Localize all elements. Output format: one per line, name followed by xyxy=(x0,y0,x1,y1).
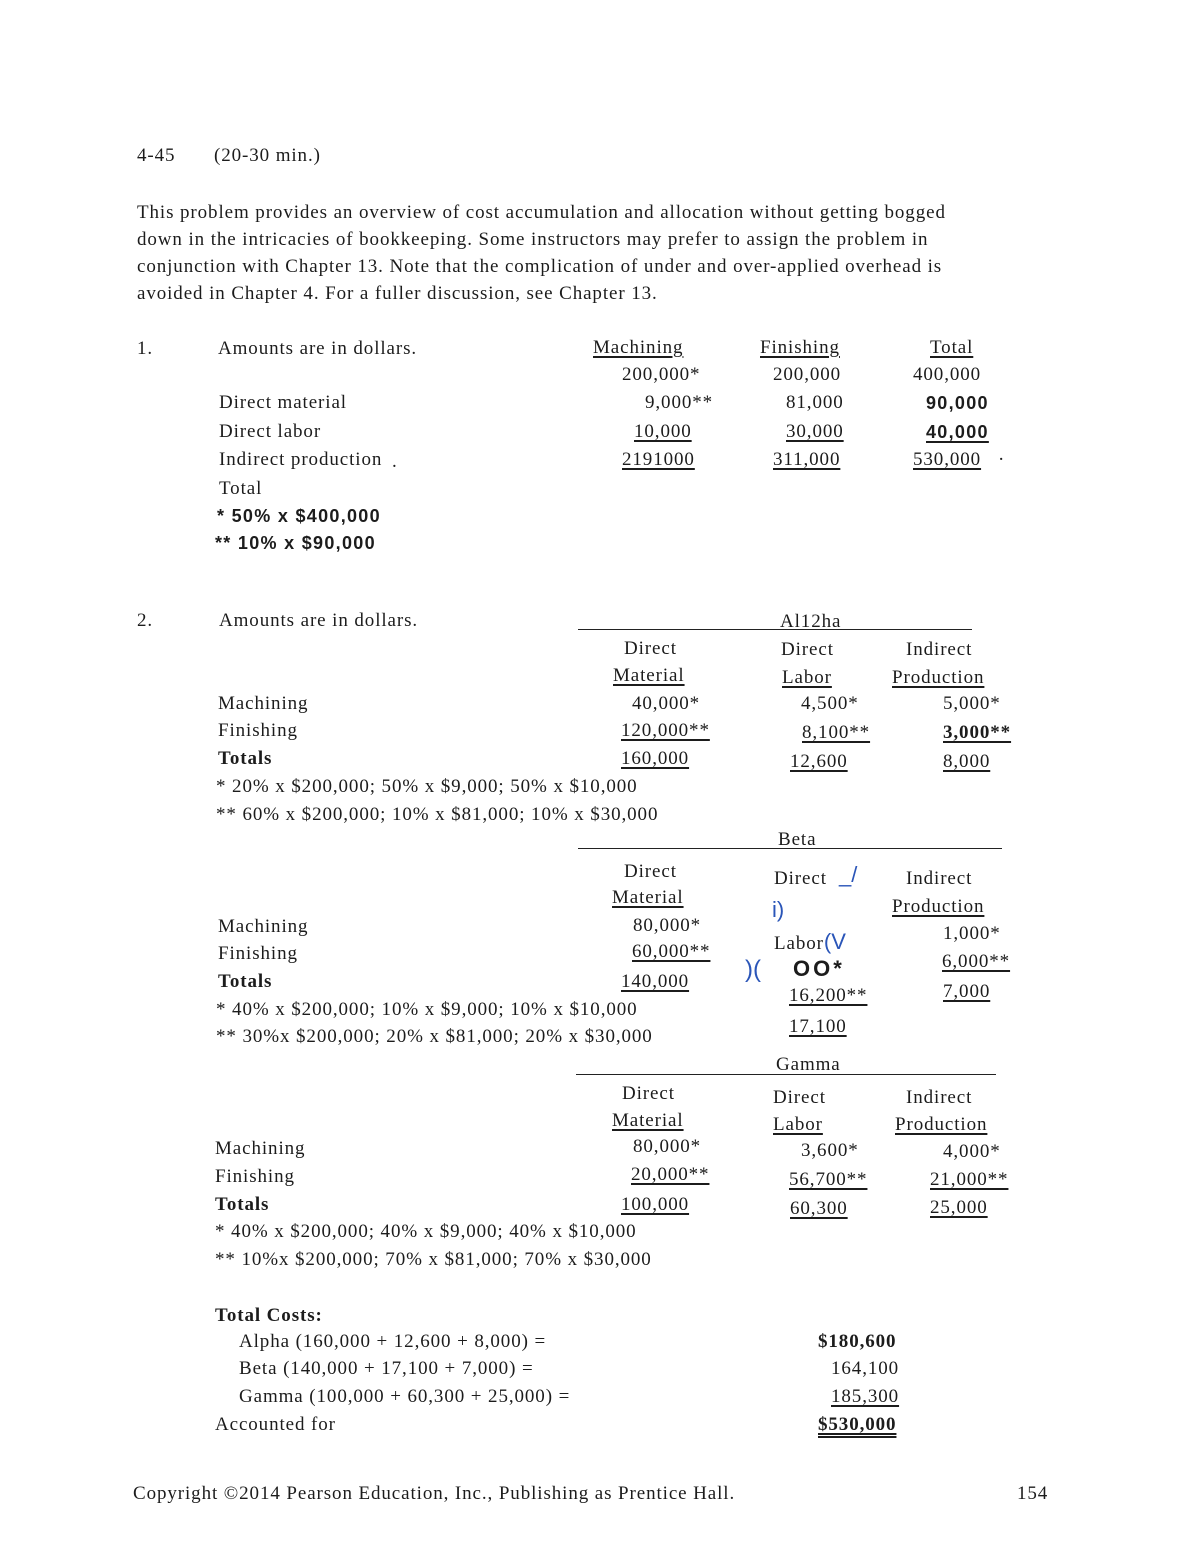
labor-value: 12,600 xyxy=(790,751,848,772)
indirect-value: 4,000* xyxy=(943,1141,1001,1162)
header-indirect: Indirect xyxy=(906,868,973,889)
row-label-machining: Machining xyxy=(215,1138,306,1159)
row-label-totals: Totals xyxy=(218,748,273,769)
labor-value: 16,200** xyxy=(789,985,868,1006)
indirect-value: 1,000* xyxy=(943,923,1001,944)
footnote: ** 30%x $200,000; 20% x $81,000; 20% x $30,000 xyxy=(216,1026,653,1047)
header-production: Production xyxy=(892,896,985,917)
alpha-title: Al12ha xyxy=(780,611,842,632)
header-labor: Labor xyxy=(773,1114,823,1135)
material-value: 40,000* xyxy=(632,693,701,714)
beta-labor-header xyxy=(774,931,846,955)
header-direct: Direct xyxy=(781,639,834,660)
footnote: ** 60% x $200,000; 10% x $81,000; 10% x $30,000 xyxy=(216,804,659,825)
footnote: * 20% x $200,000; 50% x $9,000; 50% x $10,000 xyxy=(216,776,638,797)
indirect-value: 25,000 xyxy=(930,1197,988,1218)
footnote: * 40% x $200,000; 40% x $9,000; 40% x $10,000 xyxy=(215,1221,637,1242)
row-label-machining: Machining xyxy=(218,693,309,714)
row-label-direct-material: Direct material xyxy=(219,392,347,413)
header-indirect: Indirect xyxy=(906,1087,973,1108)
labor-value: 56,700** xyxy=(789,1169,868,1190)
labor-value: 8,100** xyxy=(802,722,871,743)
material-value: 80,000* xyxy=(633,1136,702,1157)
part2-number: 2. xyxy=(137,610,154,631)
header-labor: Labor xyxy=(782,667,832,688)
material-value: 80,000* xyxy=(633,915,702,936)
beta-title: Beta xyxy=(778,829,817,850)
header-direct: Direct xyxy=(624,861,677,882)
row-label-total: Total xyxy=(219,478,263,499)
material-value: 160,000 xyxy=(621,748,690,769)
row-value: 2191000 xyxy=(622,449,695,470)
total-cost-line-beta: Beta (140,000 + 17,100 + 7,000) = xyxy=(239,1358,534,1379)
header-production: Production xyxy=(895,1114,988,1135)
total-cost-line-alpha: Alpha (160,000 + 12,600 + 8,000) = xyxy=(239,1331,547,1352)
material-value: 100,000 xyxy=(621,1194,690,1215)
first-row-value: 200,000 xyxy=(773,364,842,385)
header-direct: Direct xyxy=(774,868,827,889)
row-label-finishing: Finishing xyxy=(218,943,298,964)
footnote: ** 10%x $200,000; 70% x $81,000; 70% x $30,000 xyxy=(215,1249,652,1270)
intro-line: This problem provides an overview of cost accumulation and allocation without getting bogged xyxy=(137,202,946,223)
row-label-totals: Totals xyxy=(215,1194,270,1215)
problem-number: 4-45 xyxy=(137,145,176,166)
part1-number: 1. xyxy=(137,338,154,359)
row-value: 10,000 xyxy=(634,421,692,442)
header-direct: Direct xyxy=(773,1087,826,1108)
handwritten-mark: )( xyxy=(745,956,761,983)
material-value: 60,000** xyxy=(632,941,711,962)
header-material: Material xyxy=(613,665,685,686)
header-indirect: Indirect xyxy=(906,639,973,660)
total-costs-title: Total Costs: xyxy=(215,1305,323,1326)
header-material: Material xyxy=(612,1110,684,1131)
first-row-value: 200,000* xyxy=(622,364,701,385)
row-value: 530,000 xyxy=(913,449,982,470)
gamma-title: Gamma xyxy=(776,1054,841,1075)
intro-line: down in the intricacies of bookkeeping. Some instructors may prefer to assign the problem in xyxy=(137,229,929,250)
row-value: 9,000** xyxy=(645,392,714,413)
total-cost-line-gamma: Gamma (100,000 + 60,300 + 25,000) = xyxy=(239,1386,571,1407)
total-cost-amount: $180,600 xyxy=(818,1331,897,1352)
handwritten-mark: i) xyxy=(772,897,785,922)
indirect-value: 6,000** xyxy=(942,951,1011,972)
copyright-notice: Copyright ©2014 Pearson Education, Inc., Publishing as Prentice Hall. xyxy=(133,1483,736,1504)
header-material: Material xyxy=(612,887,684,908)
part1-label: Amounts are in dollars. xyxy=(218,338,418,359)
row-marker: . xyxy=(392,451,398,472)
indirect-value: 8,000 xyxy=(943,751,991,772)
row-value: 30,000 xyxy=(786,421,844,442)
labor-value: 17,100 xyxy=(789,1016,847,1037)
trailing-mark: · xyxy=(998,449,1006,470)
footnote: * 50% x $400,000 xyxy=(217,506,381,526)
indirect-value: 21,000** xyxy=(930,1169,1009,1190)
intro-line: conjunction with Chapter 13. Note that the complication of under and over-applied overhead is xyxy=(137,256,943,277)
indirect-value: 5,000* xyxy=(943,693,1001,714)
header-direct: Direct xyxy=(624,638,677,659)
row-value: 40,000 xyxy=(926,422,989,442)
material-value: 140,000 xyxy=(621,971,690,992)
labor-value: 4,500* xyxy=(801,693,859,714)
part2-label: Amounts are in dollars. xyxy=(219,610,419,631)
row-label-finishing: Finishing xyxy=(218,720,298,741)
material-value: 120,000** xyxy=(621,720,710,741)
footnote: * 40% x $200,000; 10% x $9,000; 10% x $10,000 xyxy=(216,999,638,1020)
accounted-for-label: Accounted for xyxy=(215,1414,336,1435)
row-value: 311,000 xyxy=(773,449,841,470)
total-cost-amount: 185,300 xyxy=(831,1386,900,1407)
first-row-value: 400,000 xyxy=(913,364,982,385)
total-cost-amount: 164,100 xyxy=(831,1358,900,1379)
intro-line: avoided in Chapter 4. For a fuller discussion, see Chapter 13. xyxy=(137,283,658,304)
labor-value: 3,600* xyxy=(801,1140,859,1161)
column-header-total: Total xyxy=(930,337,974,358)
material-value: 20,000** xyxy=(631,1164,710,1185)
column-header-machining: Machining xyxy=(593,337,684,358)
accounted-for-amount: $530,000 xyxy=(818,1414,897,1435)
row-label-totals: Totals xyxy=(218,971,273,992)
labor-value: OO* xyxy=(793,956,845,981)
handwritten-mark: _/ xyxy=(839,862,858,887)
handwritten-mark: (V xyxy=(823,929,846,954)
indirect-value: 3,000** xyxy=(943,722,1012,743)
labor-value: 60,300 xyxy=(790,1198,848,1219)
row-label-direct-labor: Direct labor xyxy=(219,421,322,442)
page-number: 154 xyxy=(1017,1483,1049,1504)
header-production: Production xyxy=(892,667,985,688)
row-label-machining: Machining xyxy=(218,916,309,937)
column-header-finishing: Finishing xyxy=(760,337,840,358)
header-direct: Direct xyxy=(622,1083,675,1104)
row-value: 90,000 xyxy=(926,393,989,413)
footnote: ** 10% x $90,000 xyxy=(215,533,376,553)
row-label-finishing: Finishing xyxy=(215,1166,295,1187)
header-labor: Labor xyxy=(774,933,824,954)
row-value: 81,000 xyxy=(786,392,844,413)
time-estimate: (20-30 min.) xyxy=(214,145,321,166)
alpha-header-rule xyxy=(578,629,972,630)
row-label-indirect-production: Indirect production xyxy=(219,449,383,470)
indirect-value: 7,000 xyxy=(943,981,991,1002)
